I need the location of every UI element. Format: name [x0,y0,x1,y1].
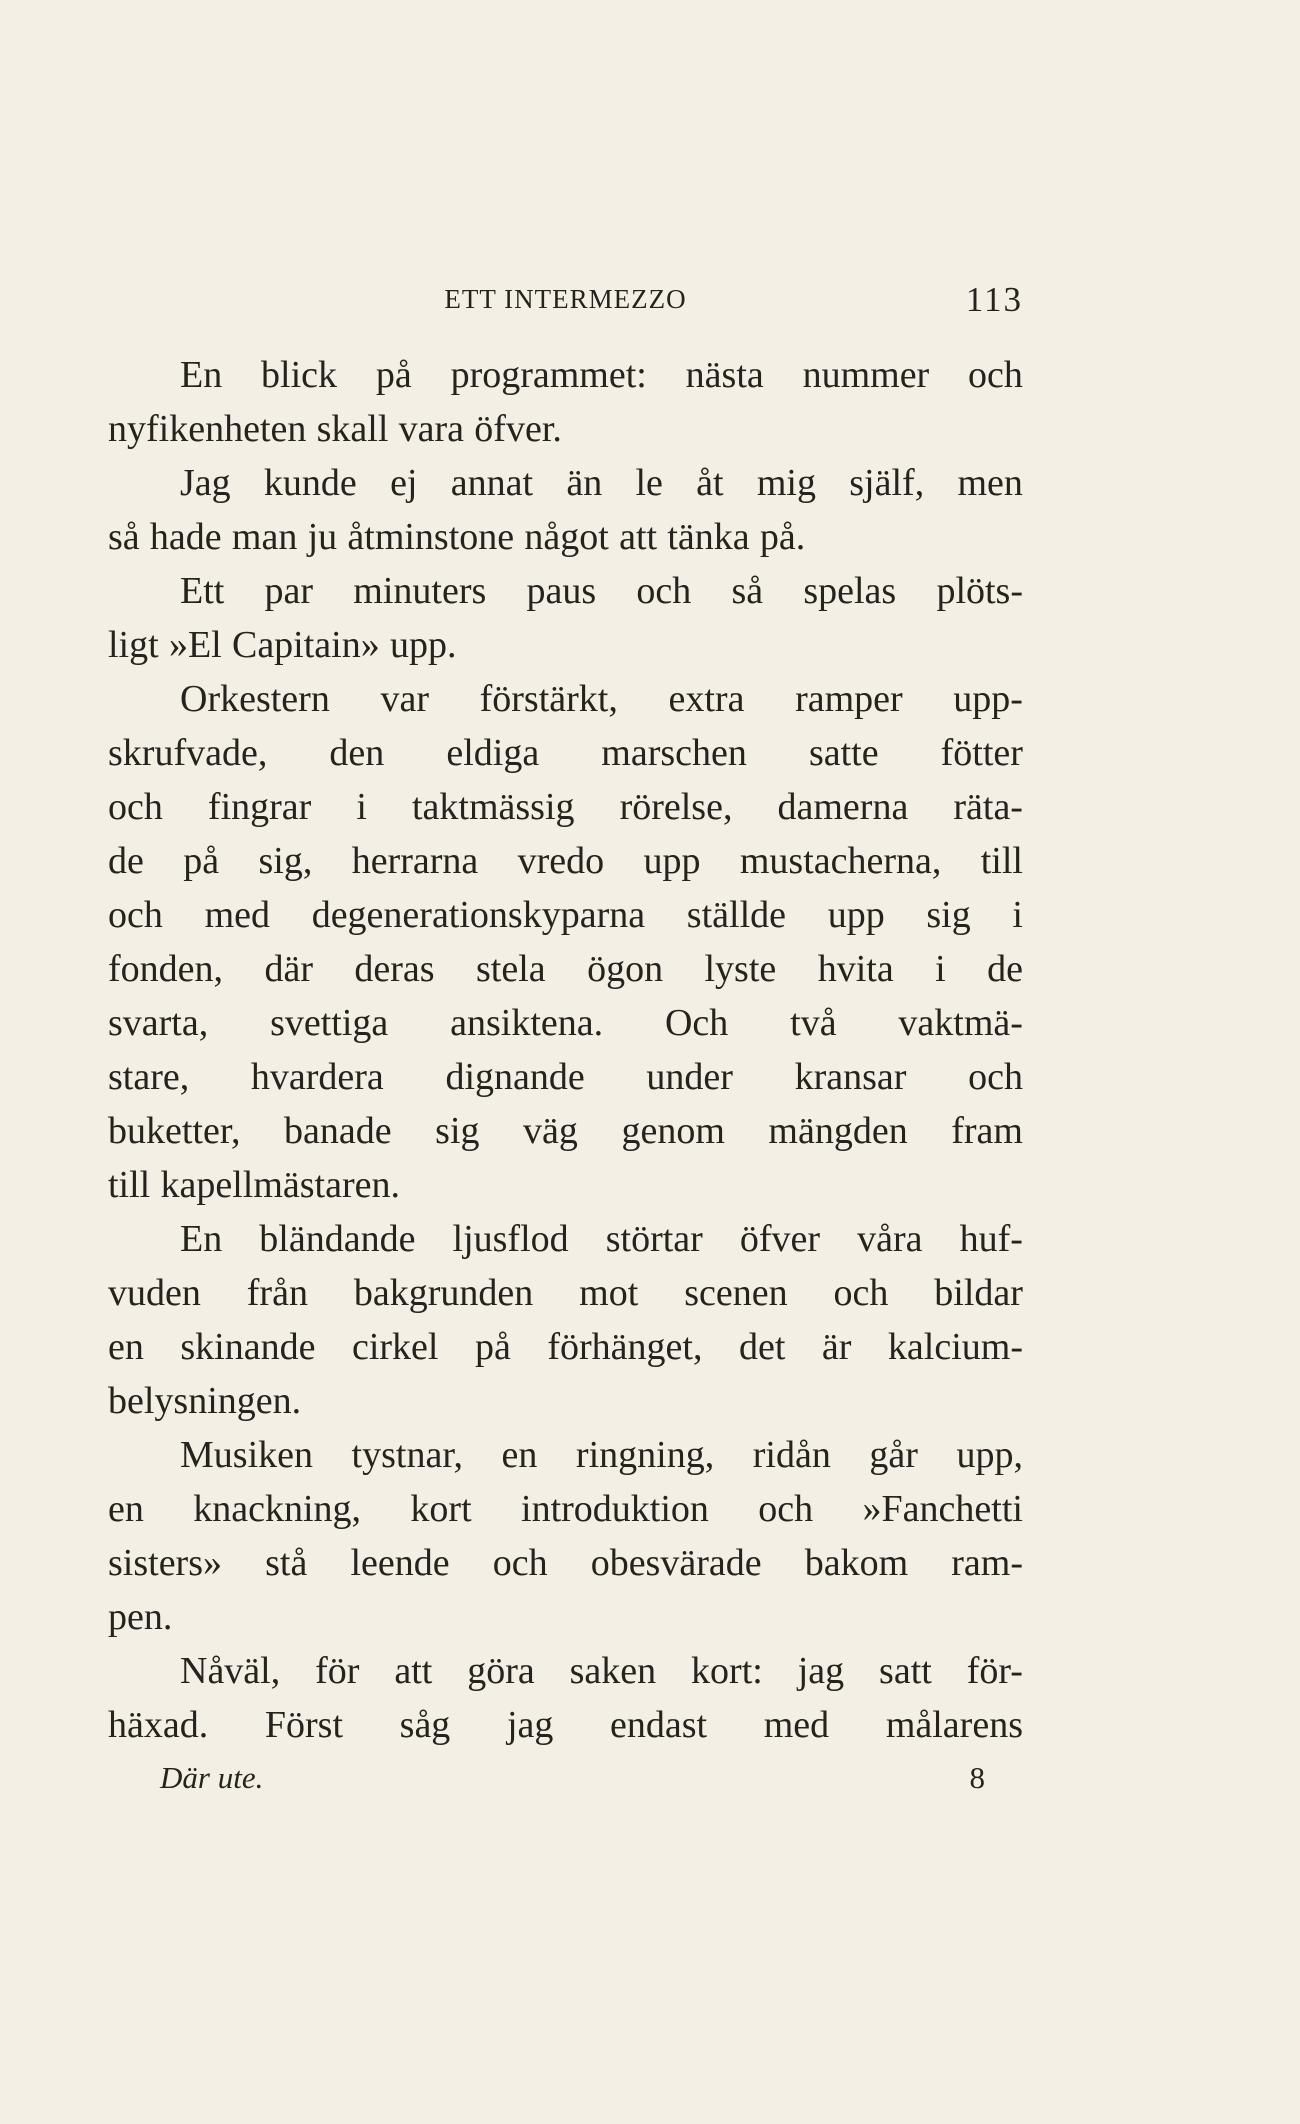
text-line [108,888,1023,942]
text-line [108,1104,1023,1158]
text-line [108,564,1023,618]
word: häxad. [108,1704,209,1746]
word: bakom [804,1542,909,1584]
word: belysningen. [108,1380,302,1422]
word: för- [966,1650,1023,1692]
word: en [501,1434,538,1476]
word: hvita [817,948,894,990]
word: Och [664,1002,729,1044]
word: degenerationskyparna [311,894,646,936]
word: öfver [739,1218,821,1260]
word: Musiken [180,1434,313,1476]
text-line [108,672,1023,726]
text-line [108,1482,1023,1536]
word: från [246,1272,308,1314]
word: och [833,1272,889,1314]
word: satte [808,732,879,774]
word: En [180,354,223,396]
word: upp [643,840,701,882]
signature-number: 8 [969,1760,985,1795]
word: det [738,1326,786,1368]
word: jag [797,1650,845,1692]
word: något [524,516,609,558]
word: att [394,1650,433,1692]
word: de [108,840,144,882]
word: och [636,570,692,612]
word: Capitain» [231,624,380,666]
word: Först [264,1704,344,1746]
word: nyfikenheten [108,408,307,450]
word: knackning, [193,1488,362,1530]
word: satt [879,1650,932,1692]
word: och [108,786,163,828]
word: man [231,516,298,558]
word: leende [350,1542,450,1584]
word: upp [827,894,885,936]
word: mustacherna, [739,840,942,882]
word: upp. [389,624,457,666]
word: kapellmästaren. [160,1164,400,1206]
word: fingrar [207,786,312,828]
word: Jag [180,462,231,504]
word: två [790,1002,837,1044]
word: i [1012,894,1023,936]
word: skrufvade, [108,732,268,774]
word: ringning, [575,1434,715,1476]
word: endast [610,1704,708,1746]
word: målarens [885,1704,1023,1746]
word: nummer [802,354,930,396]
word: åt [696,462,724,504]
text-line [108,1590,1023,1644]
word: »Fanchetti [862,1488,1023,1530]
word: »El [168,624,222,666]
word: jag [506,1704,554,1746]
word: störtar [605,1218,703,1260]
word: ram- [951,1542,1023,1584]
word: ansiktena. [450,1002,604,1044]
word: pen. [108,1596,173,1638]
text-line [108,1050,1023,1104]
word: ögon [587,948,664,990]
word: buketter, [108,1110,241,1152]
word: förstärkt, [479,678,618,720]
word: minuters [353,570,487,612]
word: bländande [259,1218,416,1260]
word: kunde [263,462,357,504]
word: för [315,1650,360,1692]
body-text [108,348,1023,1752]
word: sig, [258,840,313,882]
text-line [108,618,1023,672]
word: på [474,1326,511,1368]
word: stare, [108,1056,190,1098]
word: går [869,1434,918,1476]
text-line [108,1644,1023,1698]
word: med [204,894,270,936]
word: annat [450,462,534,504]
word: under [646,1056,733,1098]
text-line [108,1212,1023,1266]
word: en [108,1488,144,1530]
word: den [329,732,385,774]
word: stela [476,948,546,990]
word: banade [284,1110,392,1152]
word: rörelse, [619,786,733,828]
word: hade [149,516,222,558]
word: mig [756,462,816,504]
word: de [987,948,1023,990]
word: hvardera [250,1056,384,1098]
word: och [758,1488,814,1530]
word: att [619,516,658,558]
word: till [980,840,1023,882]
word: är [821,1326,852,1368]
word: själf, [849,462,925,504]
text-line [108,1158,1023,1212]
word: sig [435,1110,480,1152]
word: sig [926,894,971,936]
word: öfver. [474,408,562,450]
word: än [566,462,603,504]
text-line [108,996,1023,1050]
word: ställde [686,894,786,936]
word: tänka [667,516,750,558]
word: huf- [959,1218,1023,1260]
word: men [957,462,1023,504]
word: bildar [934,1272,1023,1314]
word: damerna [777,786,909,828]
text-line [108,780,1023,834]
running-head [108,280,1023,320]
word: ligt [108,624,159,666]
word: var [380,678,429,720]
word: där [264,948,313,990]
word: ridån [752,1434,831,1476]
word: såg [399,1704,451,1746]
word: marschen [601,732,747,774]
word: med [763,1704,830,1746]
word: fötter [940,732,1023,774]
word: svarta, [108,1002,209,1044]
word: cirkel [351,1326,439,1368]
word: saken [569,1650,657,1692]
text-line [108,834,1023,888]
word: ljusflod [452,1218,569,1260]
word: paus [526,570,597,612]
word: nästa [685,354,764,396]
word: räta- [953,786,1023,828]
text-line [108,1698,1023,1752]
word: stå [265,1542,308,1584]
word: bakgrunden [353,1272,534,1314]
word: våra [857,1218,923,1260]
word: svettiga [270,1002,389,1044]
word: deras [354,948,435,990]
word: Ett [180,570,225,612]
word: kort: [691,1650,763,1692]
word: taktmässig [411,786,575,828]
page-number: 113 [965,280,1023,319]
word: och [492,1542,548,1584]
word: Orkestern [180,678,330,720]
word: herrarna [351,840,479,882]
word: fram [951,1110,1023,1152]
text-line [108,348,1023,402]
word: en [108,1326,144,1368]
word: på [375,354,412,396]
text-line [108,942,1023,996]
text-line [108,402,1023,456]
word: i [935,948,946,990]
word: genom [621,1110,725,1152]
word: vuden [108,1272,201,1314]
word: ramper [795,678,903,720]
word: dignande [445,1056,585,1098]
text-line [108,456,1023,510]
text-line [108,1374,1023,1428]
word: förhänget, [547,1326,703,1368]
word: le [635,462,663,504]
word: obesvärade [590,1542,762,1584]
word: introduktion [521,1488,709,1530]
word: och [108,894,163,936]
word: kransar [794,1056,907,1098]
signature-mark: Där ute. [160,1760,264,1795]
word: tystnar, [351,1434,463,1476]
word: skall [316,408,389,450]
running-title: ETT INTERMEZZO [444,284,687,314]
word: mot [579,1272,639,1314]
word: En [180,1218,223,1260]
word: i [356,786,367,828]
word: och [968,1056,1023,1098]
word: mängden [768,1110,908,1152]
word: lyste [704,948,777,990]
text-line [108,726,1023,780]
word: upp- [953,678,1023,720]
word: göra [467,1650,535,1692]
word: på. [759,516,806,558]
word: sisters» [108,1542,222,1584]
word: på [183,840,220,882]
word: skinande [180,1326,316,1368]
word: scenen [684,1272,788,1314]
word: fonden, [108,948,224,990]
word: till [108,1164,151,1206]
word: programmet: [450,354,647,396]
word: så [108,516,140,558]
word: plöts- [936,570,1023,612]
word: åtminstone [347,516,515,558]
word: så [731,570,764,612]
word: ju [307,516,338,558]
word: ej [390,462,418,504]
word: spelas [803,570,897,612]
word: upp, [956,1434,1023,1476]
word: vredo [517,840,605,882]
text-line [108,1536,1023,1590]
word: och [968,354,1023,396]
word: eldiga [446,732,540,774]
text-line [108,510,1023,564]
text-line [108,1266,1023,1320]
word: par [264,570,314,612]
word: väg [523,1110,578,1152]
word: vaktmä- [898,1002,1023,1044]
text-line [108,1320,1023,1374]
page-footer [160,1760,985,1804]
word: extra [668,678,745,720]
word: vara [398,408,465,450]
word: blick [261,354,338,396]
word: kort [410,1488,472,1530]
word: Nåväl, [180,1650,281,1692]
word: kalcium- [887,1326,1023,1368]
text-line [108,1428,1023,1482]
